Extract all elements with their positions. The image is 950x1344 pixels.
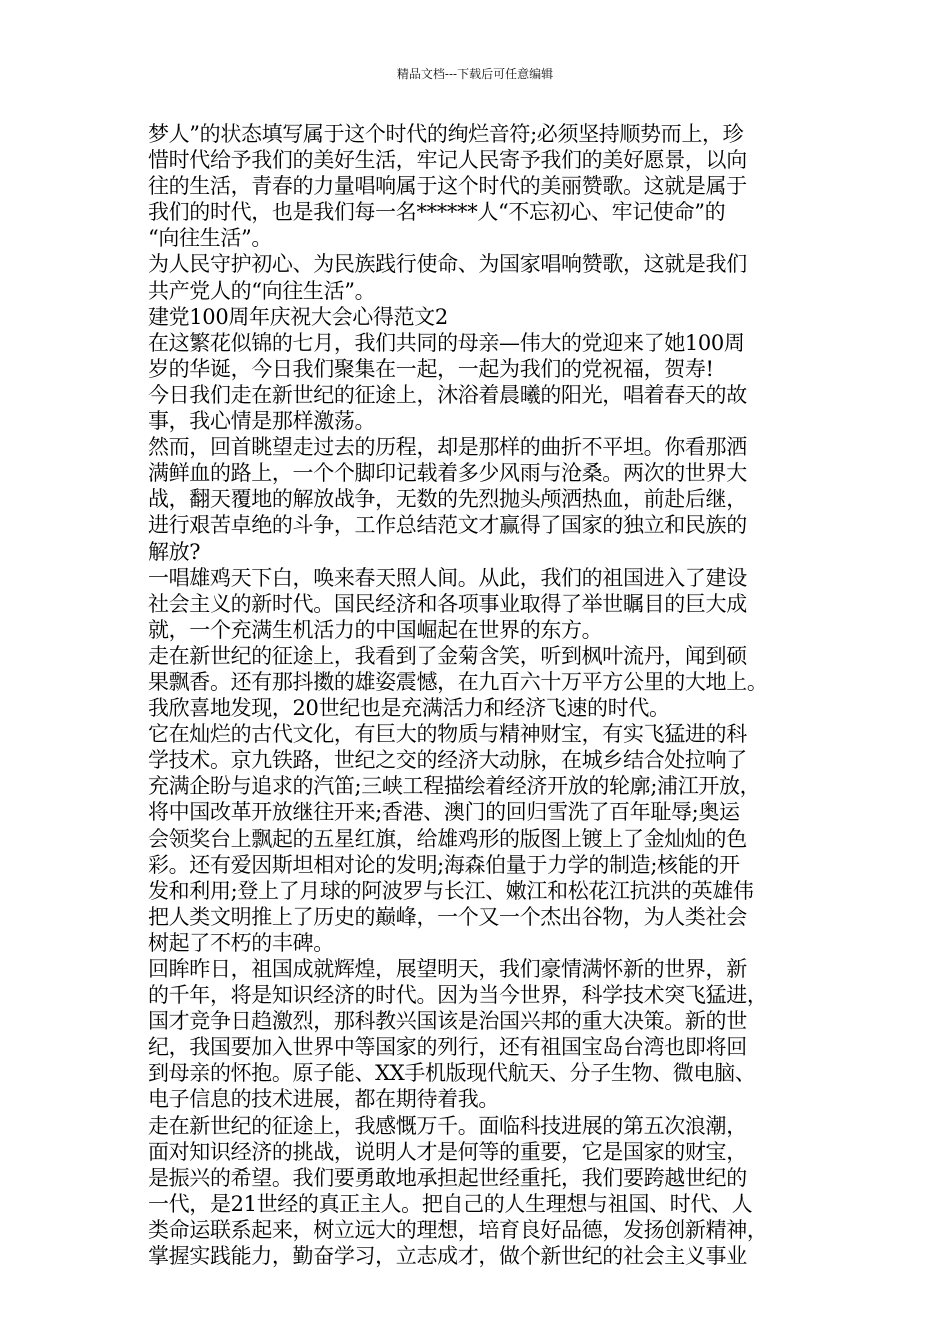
- text-line: 惜时代给予我们的美好生活，牢记人民寄予我们的美好愿景，以向: [148, 148, 747, 173]
- section-heading: 建党100周年庆祝大会心得范文2: [148, 304, 448, 329]
- text-line: 走在新世纪的征途上，我感慨万千。面临科技进展的第五次浪潮，: [148, 1113, 747, 1138]
- text-line: “向往生活”。: [148, 226, 273, 251]
- text-line: 它在灿烂的古代文化，有巨大的物质与精神财宝，有实飞猛进的科: [148, 722, 747, 747]
- text-line: 的千年，将是知识经济的时代。因为当今世界，科学技术突飞猛进，: [148, 983, 768, 1008]
- text-line: 往的生活，青春的力量唱响属于这个时代的美丽赞歌。这就是属于: [148, 174, 747, 199]
- text-line: 电子信息的技术进展，都在期待着我。: [148, 1087, 500, 1112]
- text-line: 纪，我国要加入世界中等国家的列行，还有祖国宝岛台湾也即将回: [148, 1035, 747, 1060]
- text-line: 充满企盼与追求的汽笛;三峡工程描绘着经济开放的轮廓;浦江开放，: [148, 774, 761, 799]
- text-line: 会领奖台上飘起的五星红旗，给雄鸡形的版图上镀上了金灿灿的色: [148, 826, 747, 851]
- text-line: 岁的华诞，今日我们聚集在一起，一起为我们的党祝福，贺寿!: [148, 356, 714, 381]
- text-line: 面对知识经济的挑战，说明人才是何等的重要，它是国家的财宝，: [148, 1139, 747, 1164]
- text-line: 就，一个充满生机活力的中国崛起在世界的东方。: [148, 617, 603, 642]
- text-line: 学技术。京九铁路，世纪之交的经济大动脉，在城乡结合处拉响了: [148, 748, 747, 773]
- page-header: 精品文档---下载后可任意编辑: [396, 67, 554, 81]
- text-line: 解放?: [148, 539, 201, 564]
- text-line: 梦人”的状态填写属于这个时代的绚烂音符;必须坚持顺势而上，珍: [148, 122, 744, 146]
- text-line: 将中国改革开放继往开来;香港、澳门的回归雪洗了百年耻辱;奥运: [148, 800, 740, 825]
- text-line: 满鲜血的路上，一个个脚印记载着多少风雨与沧桑。两次的世界大: [148, 461, 747, 486]
- text-line: 我们的时代，也是我们每一名******人“不忘初心、牢记使命”的: [148, 200, 726, 225]
- text-line: 战，翻天覆地的解放战争，无数的先烈抛头颅洒热血，前赴后继，: [148, 487, 747, 512]
- text-line: 把人类文明推上了历史的巅峰，一个又一个杰出谷物，为人类社会: [148, 904, 747, 929]
- text-line: 然而，回首眺望走过去的历程，却是那样的曲折不平坦。你看那洒: [148, 435, 747, 460]
- text-line: 树起了不朽的丰碑。: [148, 930, 334, 955]
- text-line: 到母亲的怀抱。原子能、XX手机版现代航天、分子生物、微电脑、: [148, 1061, 756, 1086]
- text-line: 今日我们走在新世纪的征途上，沐浴着晨曦的阳光，唱着春天的故: [148, 382, 747, 407]
- text-line: 是振兴的希望。我们要勇敢地承担起世经重托，我们要跨越世纪的: [148, 1165, 747, 1190]
- text-line: 进行艰苦卓绝的斗争，工作总结范文才赢得了国家的独立和民族的: [148, 513, 747, 538]
- text-line: 发和利用;登上了月球的阿波罗与长江、嫩江和松花江抗洪的英雄伟: [148, 878, 754, 903]
- text-line: 回眸昨日，祖国成就辉煌，展望明天，我们豪情满怀新的世界，新: [148, 957, 747, 981]
- text-line: 社会主义的新时代。国民经济和各项事业取得了举世瞩目的巨大成: [148, 591, 747, 616]
- text-line: 一代，是21世经的真正主人。把自己的人生理想与祖国、时代、人: [148, 1191, 753, 1216]
- text-line: 事，我心情是那样激荡。: [148, 409, 376, 434]
- text-line: 国才竞争日趋激烈，那科教兴国该是治国兴邦的重大决策。新的世: [148, 1009, 747, 1034]
- text-line: 掌握实践能力，勤奋学习，立志成才，做个新世纪的社会主义事业: [148, 1244, 747, 1269]
- text-line: 共产党人的“向往生活”。: [148, 278, 376, 303]
- document-body: [148, 121, 813, 1269]
- text-line: 在这繁花似锦的七月，我们共同的母亲—伟大的党迎来了她100周: [148, 330, 745, 355]
- text-line: 我欣喜地发现，20世纪也是充满活力和经济飞速的时代。: [148, 696, 670, 721]
- text-line: 一唱雄鸡天下白，唤来春天照人间。从此，我们的祖国进入了建设: [148, 565, 747, 590]
- text-line: 彩。还有爱因斯坦相对论的发明;海森伯量于力学的制造;核能的开: [148, 852, 740, 877]
- text-line: 为人民守护初心、为民族践行使命、为国家唱响赞歌，这就是我们: [148, 252, 747, 277]
- text-line: 果飘香。还有那抖擞的雄姿震憾，在九百六十万平方公里的大地上。: [148, 669, 768, 694]
- text-line: 类命运联系起来，树立远大的理想，培育良好品德，发扬创新精神，: [148, 1217, 768, 1242]
- text-line: 走在新世纪的征途上，我看到了金菊含笑，听到枫叶流丹，闻到硕: [148, 643, 747, 668]
